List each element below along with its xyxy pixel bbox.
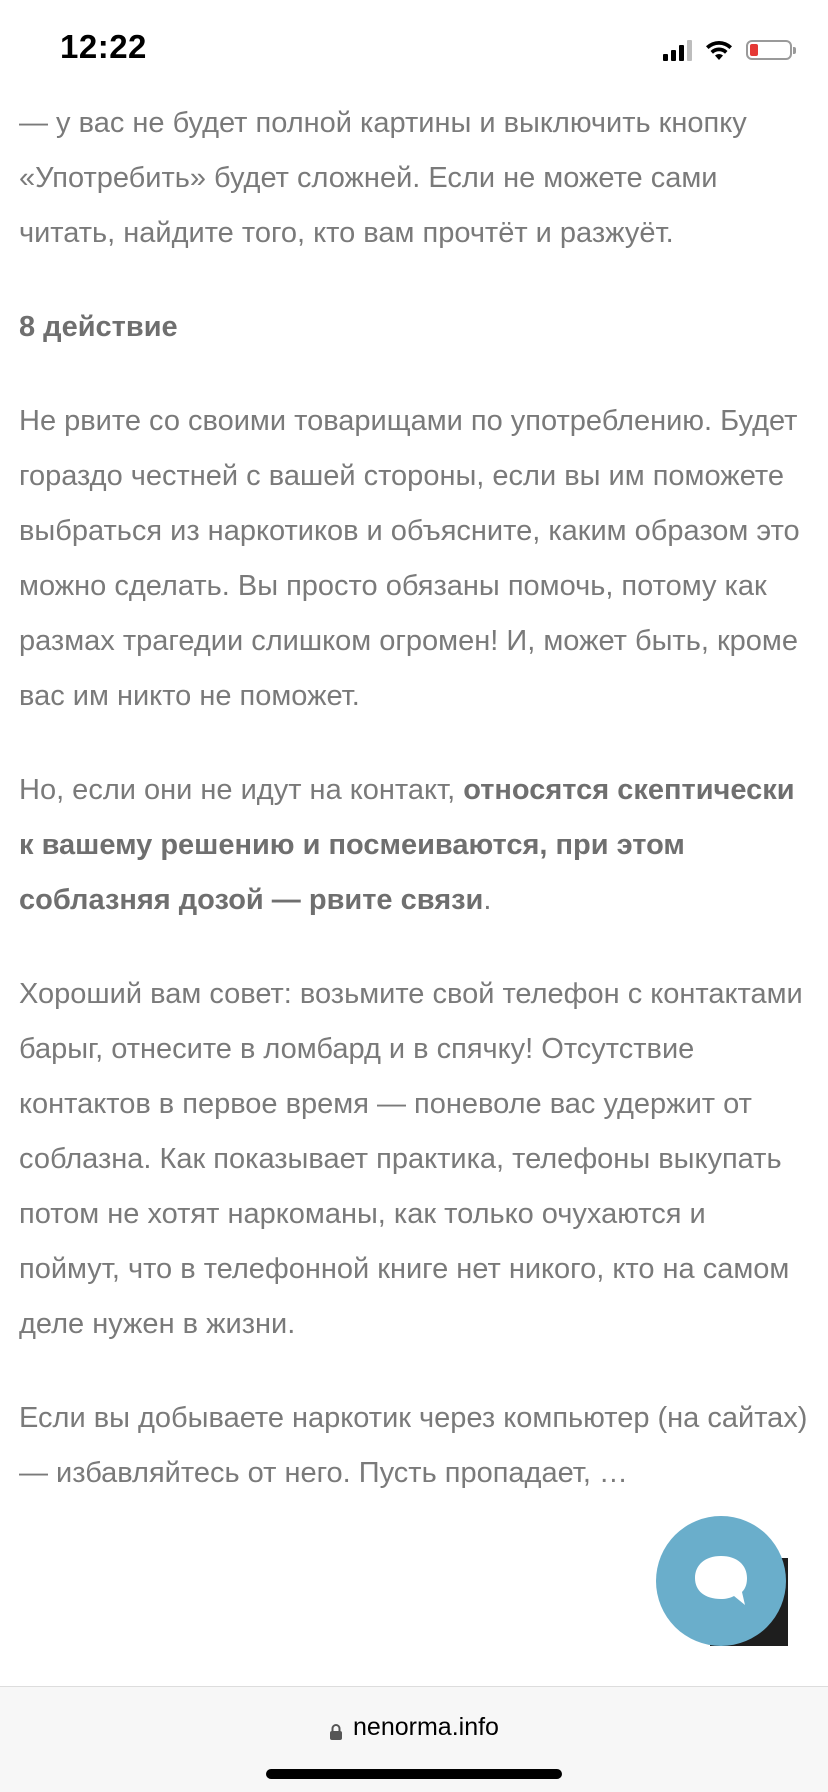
paragraph-3-start: Но, если они не идут на контакт,: [19, 774, 464, 806]
section-heading: 8 действие: [19, 311, 178, 343]
status-time: 12:22: [60, 28, 147, 65]
chat-bubble-icon: [690, 1552, 752, 1610]
status-icons: [663, 36, 792, 64]
paragraph-4: Хороший вам совет: возьмите свой телефон с контактами барыг, отнесите в ломбард и в спячку! Отсутствие контактов в первое время — поневоле вас удержит от соблазна. Как показывает практика, телефоны выкупать потом не хотят наркоманы, как только очухаются и поймут, что в телефонной книге нет никого, кто на самом деле нужен в жизни.: [19, 978, 803, 1340]
url-text: nenorma.info: [353, 1713, 499, 1741]
home-indicator[interactable]: [266, 1769, 562, 1779]
article-body: [19, 96, 809, 1540]
cellular-signal-icon: [663, 39, 692, 61]
browser-bottom-bar: [0, 1686, 828, 1792]
paragraph-5: Если вы добываете наркотик через компьютер (на сайтах) — избавляйтесь от него. Пусть пропадает, …: [19, 1402, 808, 1489]
paragraph-3-emphasis: относятся скептически к вашему решению и посмеиваются, при этом соблазняя дозой — рвите связи: [19, 774, 795, 916]
status-bar: [0, 0, 828, 96]
battery-icon: [746, 40, 792, 60]
battery-level: [750, 44, 758, 56]
paragraph-2: Не рвите со своими товарищами по употреблению. Будет гораздо честней с вашей стороны, если вы им поможете выбраться из наркотиков и объясните, каким образом это можно сделать. Вы просто обязаны помочь, потому как размах трагедии слишком огромен! И, может быть, кроме вас им никто не поможет.: [19, 405, 800, 712]
chat-button[interactable]: [656, 1516, 786, 1646]
wifi-icon: [704, 39, 734, 61]
address-bar[interactable]: [0, 1713, 828, 1742]
paragraph-1: — у вас не будет полной картины и выключить кнопку «Употребить» будет сложней. Если не можете сами читать, найдите того, кто вам прочтёт и разжуёт.: [19, 107, 747, 249]
paragraph-3-end: .: [483, 884, 492, 916]
paragraph-3: [19, 763, 809, 928]
lock-icon: [329, 1719, 343, 1737]
